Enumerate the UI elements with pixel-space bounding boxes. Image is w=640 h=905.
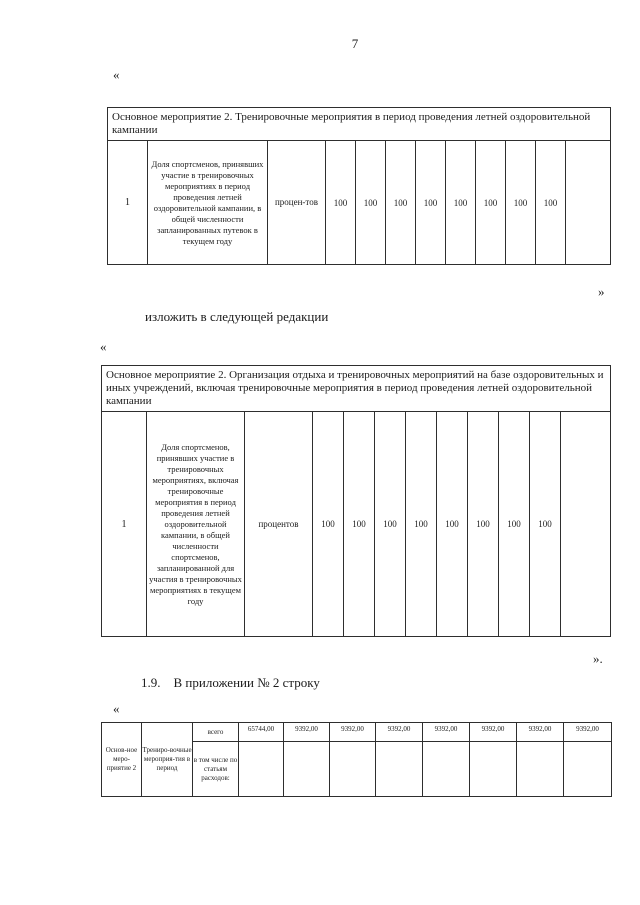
- closing-quote: »: [598, 284, 605, 299]
- value-cell: 100: [344, 412, 375, 637]
- amount-cell: 65744,00: [239, 723, 284, 742]
- table-row: [102, 412, 611, 637]
- amount-cell: 9392,00: [564, 723, 612, 742]
- value-cell: 100: [386, 141, 416, 265]
- empty-cell: [564, 742, 612, 797]
- table-header-old: Основное мероприятие 2. Тренировочные мероприятия в период проведения летней оздоровительной кампании: [108, 108, 611, 141]
- value-cell: 100: [468, 412, 499, 637]
- value-cell: 100: [446, 141, 476, 265]
- empty-cell: [423, 742, 470, 797]
- unit-cell: процен-тов: [268, 141, 326, 265]
- indicator-description: Доля спортсменов, принявших участие в тренировочных мероприятиях, включая тренировочные мероприятия в период проведения летней оздоровительной кампании, в общей численности спортсменов, запланированной для участия в тренировочных мероприятиях в текущем году: [147, 412, 245, 637]
- empty-cell: [330, 742, 376, 797]
- empty-cell: [561, 412, 611, 637]
- value-cell: 100: [313, 412, 344, 637]
- event-name-cell: Трениро-вочные мероприя-тия в период: [142, 723, 193, 797]
- event-cell: Основ-ное меро-приятие 2: [102, 723, 142, 797]
- breakdown-label: в том числе по статьям расходов:: [193, 742, 239, 797]
- table-row: [102, 723, 612, 742]
- opening-quote: «: [113, 701, 120, 716]
- empty-cell: [376, 742, 423, 797]
- value-cell: 100: [437, 412, 468, 637]
- paragraph-1-9: 1.9. В приложении № 2 строку: [141, 675, 320, 690]
- finance-table: [101, 722, 612, 797]
- value-cell: 100: [416, 141, 446, 265]
- indicator-table-old: [107, 107, 611, 265]
- value-cell: 100: [530, 412, 561, 637]
- unit-cell: процентов: [245, 412, 313, 637]
- value-cell: 100: [499, 412, 530, 637]
- amount-cell: 9392,00: [376, 723, 423, 742]
- value-cell: 100: [375, 412, 406, 637]
- indicator-description: Доля спортсменов, принявших участие в тренировочных мероприятиях в период проведения летней оздоровительной кампании, в общей численности запланированных путевок в текущем году: [148, 141, 268, 265]
- empty-cell: [566, 141, 611, 265]
- empty-cell: [284, 742, 330, 797]
- row-index: 1: [102, 412, 147, 637]
- value-cell: 100: [476, 141, 506, 265]
- amount-cell: 9392,00: [330, 723, 376, 742]
- empty-cell: [239, 742, 284, 797]
- row-index: 1: [108, 141, 148, 265]
- closing-quote: ».: [593, 651, 603, 666]
- empty-cell: [517, 742, 564, 797]
- value-cell: 100: [356, 141, 386, 265]
- indicator-table-new: [101, 365, 611, 637]
- table-row: [108, 141, 611, 265]
- opening-quote: «: [100, 339, 107, 354]
- value-cell: 100: [326, 141, 356, 265]
- amount-cell: 9392,00: [423, 723, 470, 742]
- table-header-new: Основное мероприятие 2. Организация отдыха и тренировочных мероприятий на базе оздоровительных и иных учреждений, включая тренировочные мероприятия в период проведения летней оздоровительной кампании: [102, 366, 611, 412]
- amount-cell: 9392,00: [517, 723, 564, 742]
- value-cell: 100: [506, 141, 536, 265]
- opening-quote: «: [113, 67, 120, 82]
- page-number: 7: [351, 36, 359, 51]
- total-label: всего: [193, 723, 239, 742]
- amount-cell: 9392,00: [284, 723, 330, 742]
- value-cell: 100: [536, 141, 566, 265]
- instruction-text: изложить в следующей редакции: [145, 309, 329, 324]
- value-cell: 100: [406, 412, 437, 637]
- amount-cell: 9392,00: [470, 723, 517, 742]
- empty-cell: [470, 742, 517, 797]
